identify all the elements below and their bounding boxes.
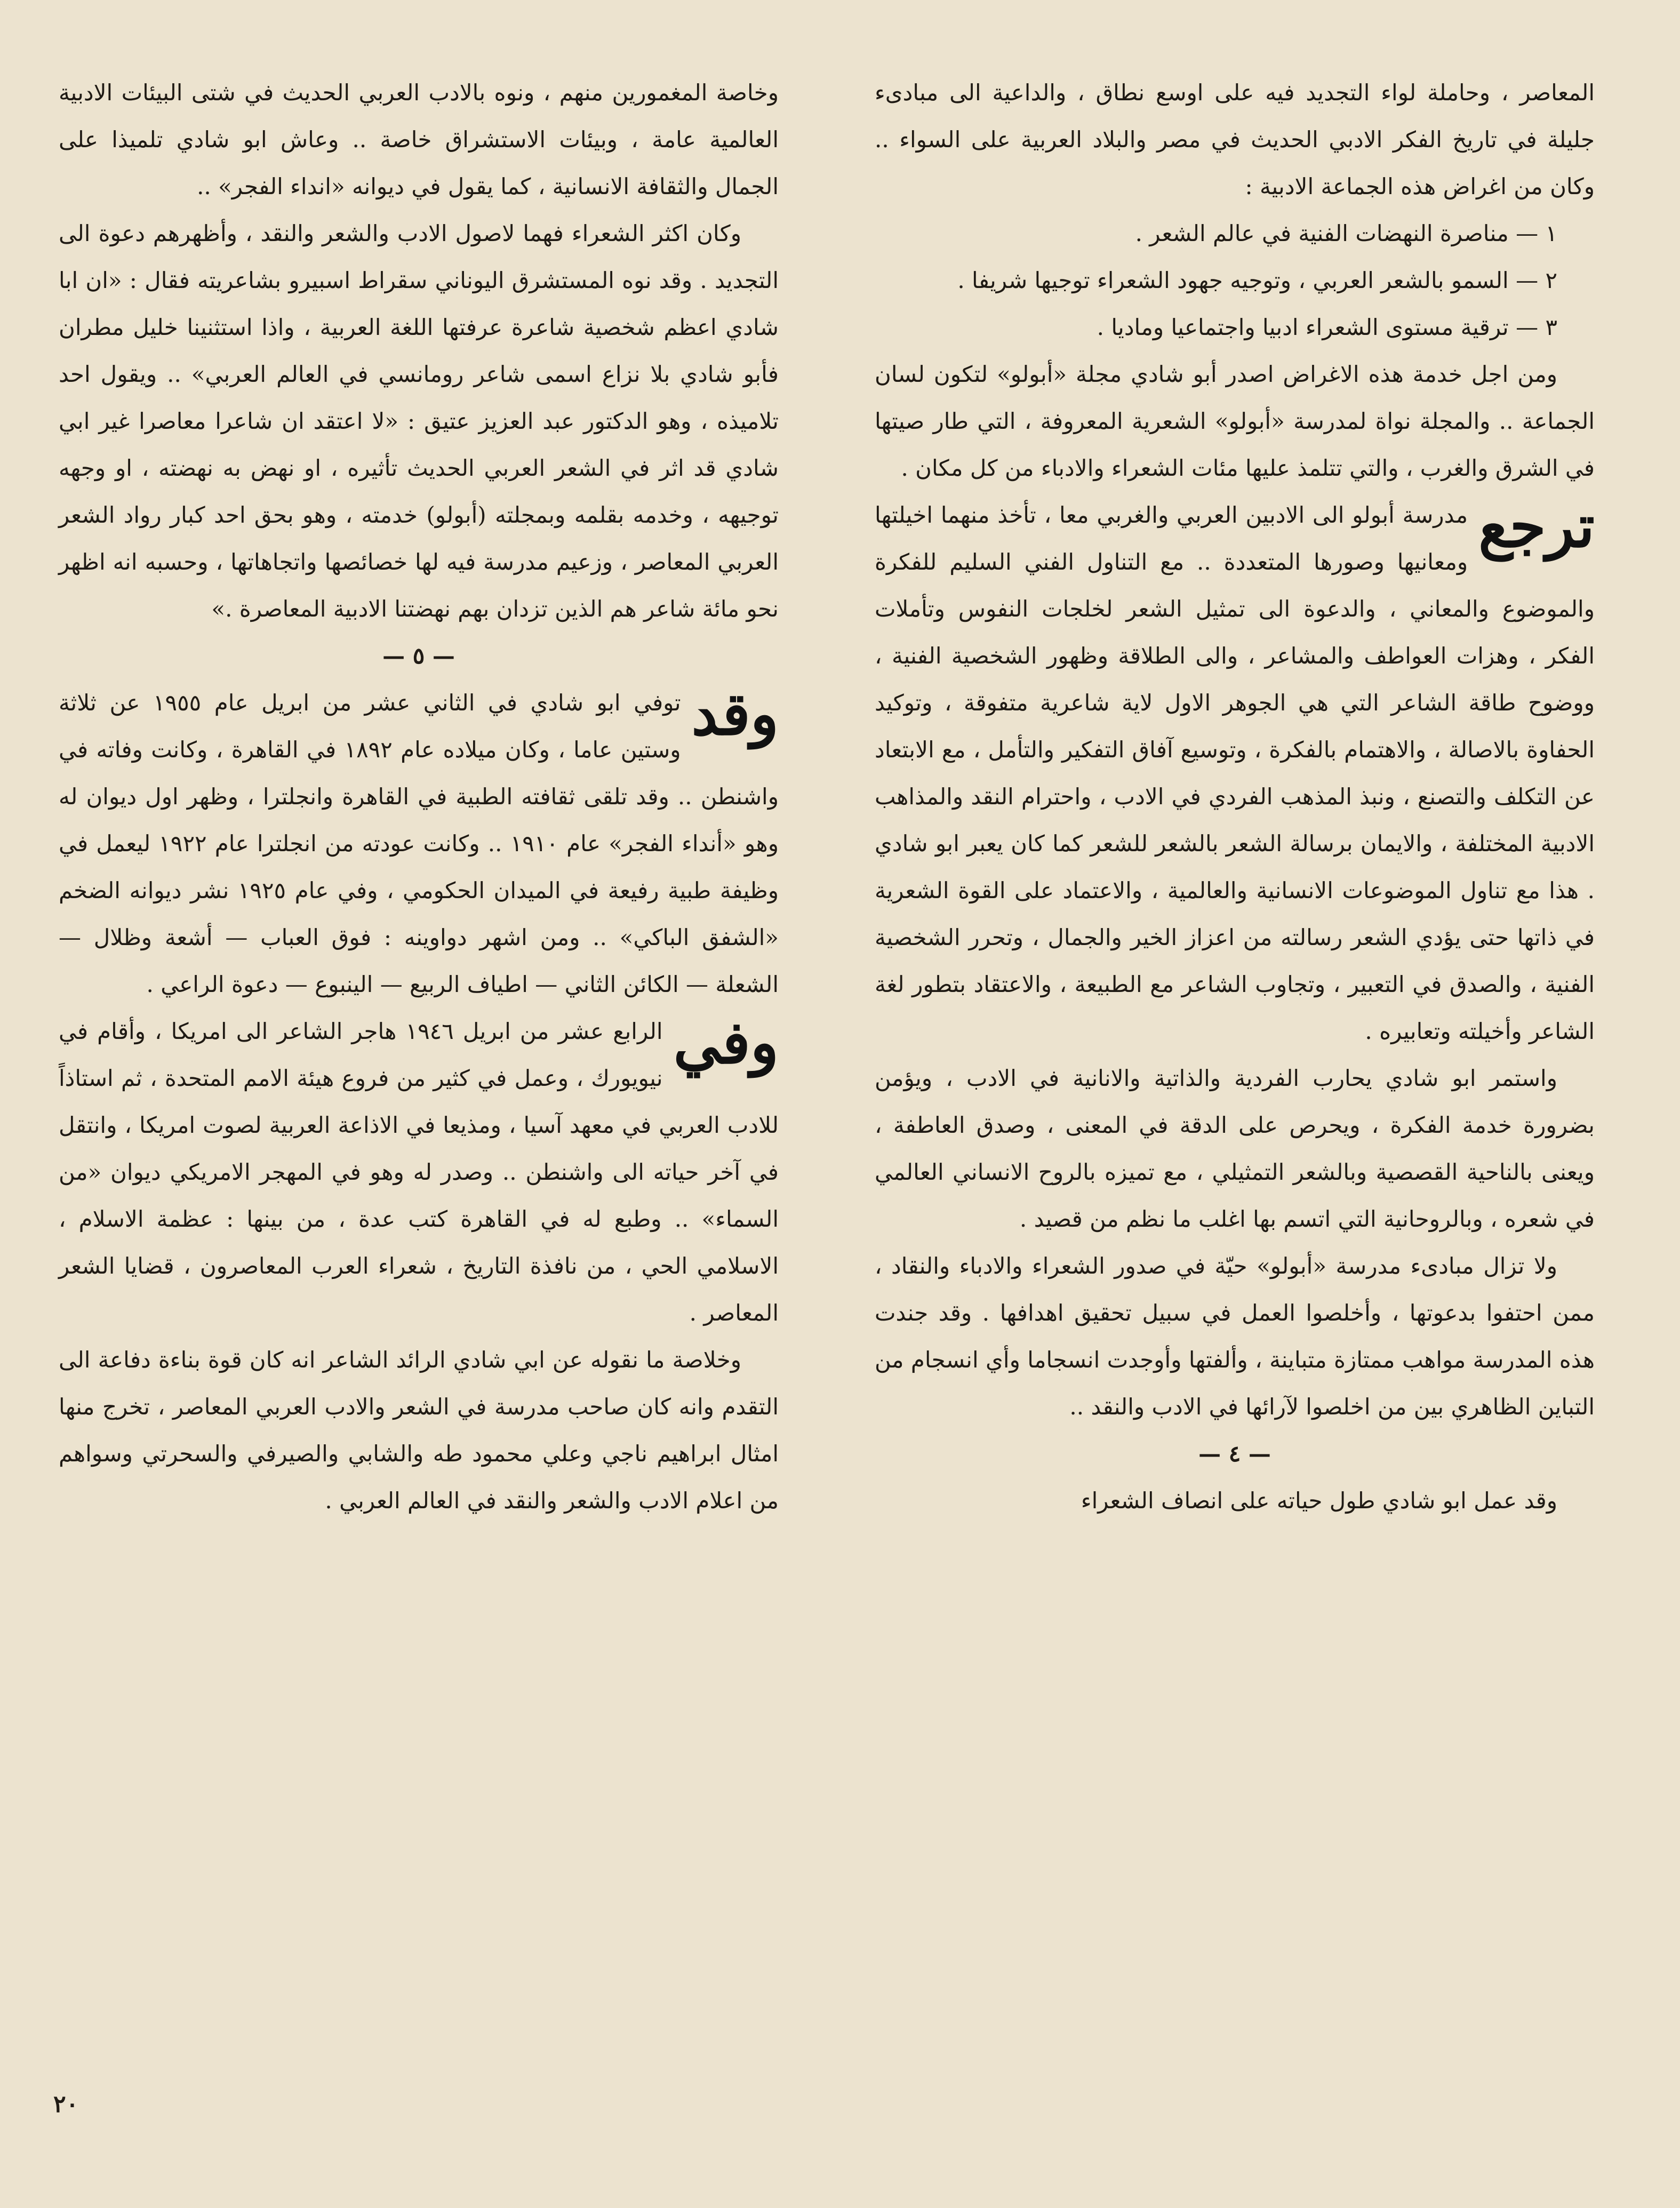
paragraph-with-dropcap: [59, 1008, 779, 1337]
paragraph-with-dropcap: [875, 492, 1595, 1055]
paragraph: ومن اجل خدمة هذه الاغراض اصدر أبو شادي مجلة «أبولو» لتكون لسان الجماعة .. والمجلة نواة لمدرسة «أبولو» الشعرية المعروفة ، التي طار صيتها في الشرق والغرب ، والتي تتلمذ عليها مئات الشعراء والادباء من كل مكان .: [875, 361, 1595, 481]
section-separator: — ٤ —: [1198, 1441, 1271, 1467]
list-item: ٢ — السمو بالشعر العربي ، وتوجيه جهود الشعراء توجيها شريفا .: [957, 267, 1557, 293]
paragraph: المعاصر ، وحاملة لواء التجديد فيه على اوسع نطاق ، والداعية الى مبادىء جليلة في تاريخ الفكر الادبي الحديث في مصر والبلاد العربية على السواء .. وكان من اغراض هذه الجماعة الادبية :: [875, 79, 1595, 199]
dropcap-word: ترجع: [1478, 492, 1595, 561]
list-item: ١ — مناصرة النهضات الفنية في عالم الشعر .: [1135, 220, 1557, 246]
paragraph-with-dropcap: [59, 679, 779, 1008]
paragraph-text: مدرسة أبولو الى الادبين العربي والغربي معا ، تأخذ منهما اخيلتها ومعانيها وصورها المتعددة .. مع التناول الفني السليم للفكرة والموضوع والمعاني ، والدعوة الى تمثيل الشعر لخلجات النفوس وتأملات الفكر ، وهزات العواطف والمشاعر ، والى الطلاقة وظهور الشخصية الفنية ، ووضوح طاقة الشاعر التي هي الجوهر الاول لاية شاعرية متفوقة ، وتوكيد الحفاوة بالاصالة ، والاهتمام بالفكرة ، وتوسيع آفاق التفكير والتأمل ، مع الابتعاد عن التكلف والتصنع ، ونبذ المذهب الفردي في الادب ، واحترام النقد والمذاهب الادبية المختلفة ، والايمان برسالة الشعر بالشعر للشعر كما كان يعبر ابو شادي . هذا مع تناول الموضوعات الانسانية والعالمية ، والاعتماد على القوة الشعرية في ذاتها حتى يؤدي الشعر رسالته من اعزاز الخير والجمال ، وتحرر الشخصية الفنية ، والصدق في التعبير ، وتجاوب الشاعر مع الطبيعة ، والاعتقاد بتطور لغة الشاعر وأخيلته وتعابيره .: [875, 502, 1595, 1044]
paragraph: وخاصة المغمورين منهم ، ونوه بالادب العربي الحديث في شتى البيئات الادبية العالمية عامة ، وبيئات الاستشراق خاصة .. وعاش ابو شادي تلميذا على الجمال والثقافة الانسانية ، كما يقول في ديوانه «انداء الفجر» ..: [59, 79, 779, 199]
paragraph-text: توفي ابو شادي في الثاني عشر من ابريل عام ١٩٥٥ عن ثلاثة وستين عاما ، وكان ميلاده عام ١٨٩٢ في القاهرة ، وكانت وفاته في واشنطن .. وقد تلقى ثقافته الطبية في القاهرة وانجلترا ، وظهر اول ديوان له وهو «أنداء الفجر» عام ١٩١٠ .. وكانت عودته من انجلترا عام ١٩٢٢ ليعمل في وظيفة طبية رفيعة في الميدان الحكومي ، وفي عام ١٩٢٥ نشر ديوانه الضخم «الشفق الباكي» .. ومن اشهر دواوينه : فوق العباب — أشعة وظلال — الشعلة — الكائن الثاني — اطياف الربيع — الينبوع — دعوة الراعي .: [59, 690, 779, 997]
left-column: [59, 69, 779, 1524]
paragraph: وقد عمل ابو شادي طول حياته على انصاف الشعراء: [1081, 1487, 1557, 1514]
page-number: ٢٠: [53, 2091, 79, 2118]
paragraph: واستمر ابو شادي يحارب الفردية والذاتية والانانية في الادب ، ويؤمن بضرورة خدمة الفكرة ، ويحرص على الدقة في المعنى ، وصدق العاطفة ، ويعنى بالناحية القصصية وبالشعر التمثيلي ، مع تميزه بالروح الانساني العالمي في شعره ، وبالروحانية التي اتسم بها اغلب ما نظم من قصيد .: [875, 1065, 1595, 1232]
list-item: ٣ — ترقية مستوى الشعراء ادبيا واجتماعيا وماديا .: [1097, 314, 1557, 340]
section-separator: — ٥ —: [382, 643, 455, 669]
paragraph: وخلاصة ما نقوله عن ابي شادي الرائد الشاعر انه كان قوة بناءة دفاعة الى التقدم وانه كان صاحب مدرسة في الشعر والادب العربي المعاصر ، تخرج منها امثال ابراهيم ناجي وعلي محمود طه والشابي والصيرفي والسحرتي وسواهم من اعلام الادب والشعر والنقد في العالم العربي .: [59, 1347, 779, 1514]
right-column: [875, 69, 1595, 1524]
dropcap-word: وقد: [691, 679, 779, 748]
paragraph-text: الرابع عشر من ابريل ١٩٤٦ هاجر الشاعر الى امريكا ، وأقام في نيويورك ، وعمل في كثير من فروع هيئة الامم المتحدة ، ثم استاذاً للادب العربي في معهد آسيا ، ومذيعا في الاذاعة العربية لصوت امريكا ، وانتقل في آخر حياته الى واشنطن .. وصدر له وهو في المهجر الامريكي ديوان «من السماء» .. وطبع له في القاهرة كتب عدة ، من بينها : عظمة الاسلام ، الاسلامي الحي ، من نافذة التاريخ ، شعراء العرب المعاصرون ، قضايا الشعر المعاصر .: [59, 1018, 779, 1326]
paragraph: وكان اكثر الشعراء فهما لاصول الادب والشعر والنقد ، وأظهرهم دعوة الى التجديد . وقد نوه المستشرق اليوناني سقراط اسبيرو بشاعريته فقال : «ان ابا شادي اعظم شخصية شاعرة عرفتها اللغة العربية ، واذا استثنينا خليل مطران فأبو شادي بلا نزاع اسمى شاعر رومانسي في العالم العربي» .. ويقول احد تلاميذه ، وهو الدكتور عبد العزيز عتيق : «لا اعتقد ان شاعرا معاصرا غير ابي شادي قد اثر في الشعر العربي الحديث تأثيره ، او نهض به نهضته ، او وجهه توجيهه ، وخدمه بقلمه وبمجلته (أبولو) خدمته ، وهو بحق احد كبار رواد الشعر العربي المعاصر ، وزعيم مدرسة فيه لها خصائصها واتجاهاتها ، وحسبه انه اظهر نحو مائة شاعر هم الذين تزدان بهم نهضتنا الادبية المعاصرة .»: [59, 220, 779, 622]
dropcap-word: وفي: [673, 1008, 779, 1077]
paragraph: ولا تزال مبادىء مدرسة «أبولو» حيّة في صدور الشعراء والادباء والنقاد ، ممن احتفوا بدعوتها ، وأخلصوا العمل في سبيل تحقيق اهدافها . وقد جندت هذه المدرسة مواهب ممتازة متباينة ، وألفتها وأوجدت انسجاما وأي انسجام من التباين الظاهري بين من اخلصوا لآرائها في الادب والنقد ..: [875, 1253, 1595, 1420]
